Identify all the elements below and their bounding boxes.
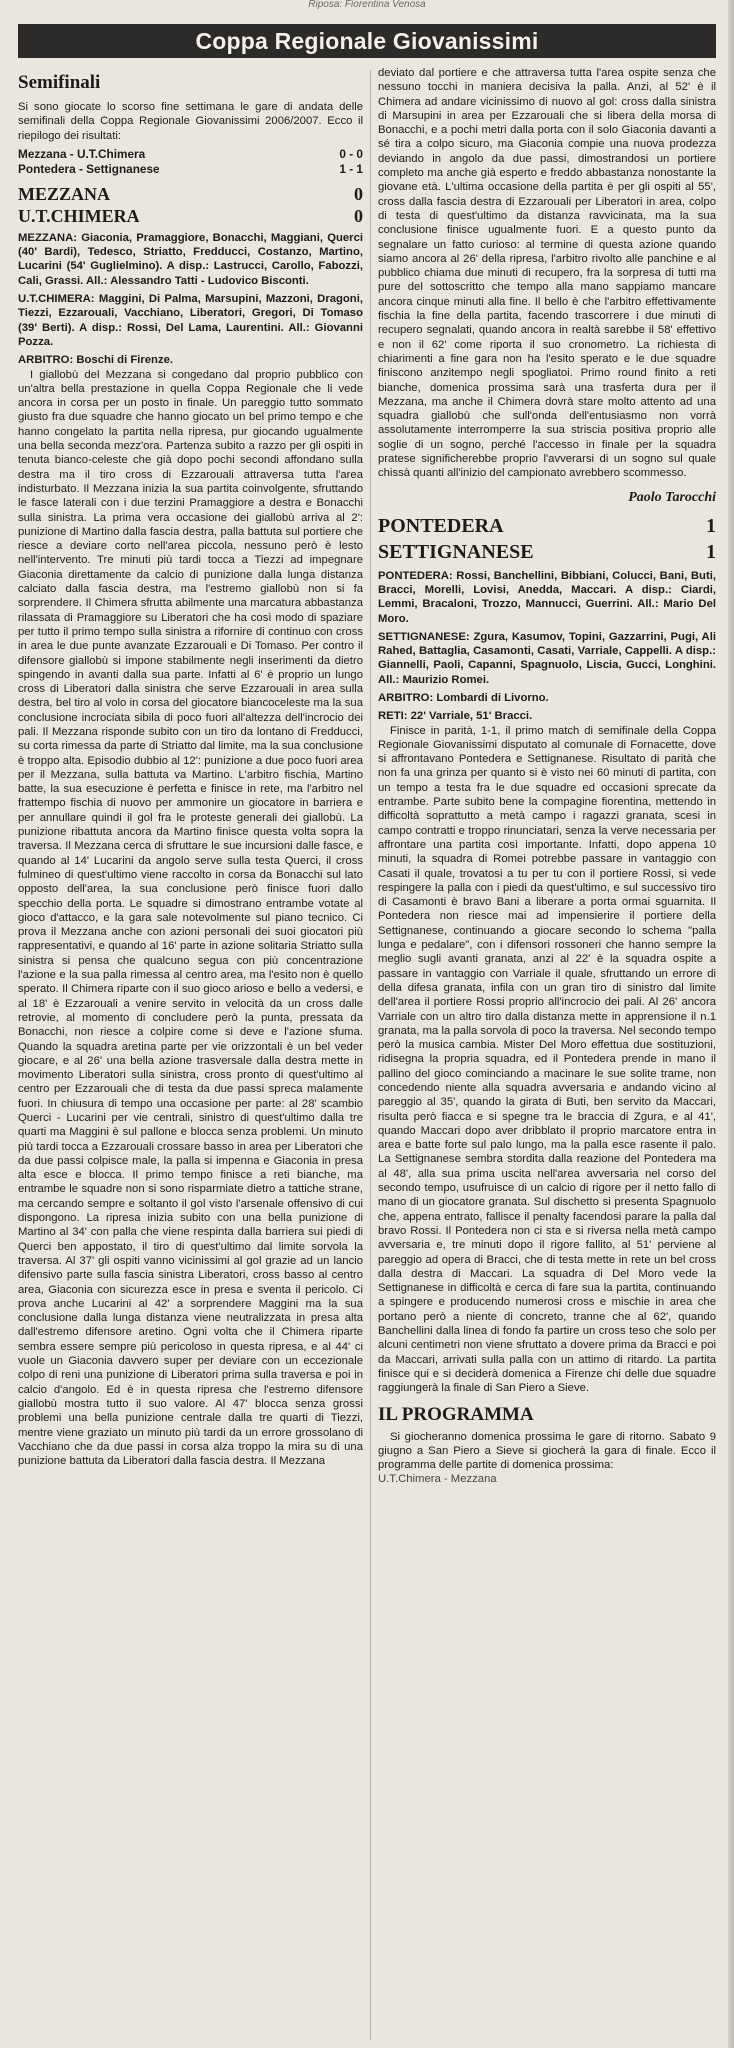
team-score: 1 (706, 540, 716, 563)
right-column (378, 66, 716, 2036)
programma-section (378, 1404, 716, 1487)
team-score: 0 (354, 205, 363, 226)
match1-lineup-away: U.T.CHIMERA: Maggini, Di Palma, Marsupini, Mazzoni, Dragoni, Tiezzi, Ezzarouali, Vacchiano, Liberatori, Gregori, Di Tomaso (39' Berti). A disp.: Rossi, Del Lama, Laurentini. All.: Giovanni Pozza. (18, 293, 363, 348)
team-name: SETTIGNANESE (378, 540, 534, 563)
team-score: 0 (354, 183, 363, 204)
semifinali-heading: Semifinali (18, 72, 101, 93)
match2-goals: RETI: 22' Varriale, 51' Bracci. (378, 710, 533, 723)
match1-report-continued: deviato dal portiere e che attraversa tutta l'area ospite senza che nessuno tocchi in maniera decisiva la palla. Anzi, al 52' è il Chimera ad andare vicinissimo di nuovo al gol: cross dalla sinistra di Marsupini in area per Ezzarouali che si libera della morsa di Bonacchi, e a pochi metri dalla porta con il solo Giaconia davanti a sé tira a colpo sicuro, ma Giaconia compie una nuova prodezza deviando in angolo da due passi, dimostrandosi un portiere completo ma anche già esperto e freddo abbastanza nonostante la giovane età. L'ultima occasione della partita è per gli ospiti al 55', cross dalla fascia destra di Ezzarouali per Liberatori in area, colpo di testa di quest'ultimo da distanza ravvicinata, ma la sua conclusione finisce ugualmente fuori. E a questo punto da segnalare un fatto curioso: al termine di questa azione quando siamo ancora al 26' della ripresa, l'arbitro rivolto alle panchine e al pubblico chiama due minuti di recupero, fra la sorpresa di tutti ma pure del sottoscritto che tempo alla mano sappiamo mancare ancora cinque minuti alla fine. Il bello è che l'arbitro effettivamente fischia la fine della partita, facendo trascorrere i due minuti di recupero segnalati, quando ancora in realtà sarebbe il 58' effettivo e non il 62' come riporta il suo cronometro. La richiesta di chiarimenti a fine gara non ha l'esito sperato e le due squadre finiscono anzitempo negli spogliatoi. Primo round finito a reti bianche, domenica prossima sarà una trasferta dura per il Mezzana, ma anche il Chimera dovrà stare molto attento ad una squadra giallobù che sull'onda dell'entusiasmo non vorrà assolutamente interromperre la sua striscia positiva proprio alle soglie di un sogno, perché l'accesso in finale per la squadra pratese significherebbe proprio l'avverarsi di un sogno sul quale chissà quanti all'inizio del campionato avrebbero scommesso. (378, 67, 716, 480)
match2-referee: ARBITRO: Lombardi di Livorno. (378, 691, 549, 704)
result-row (18, 147, 363, 162)
match2-lineup-home: PONTEDERA: Rossi, Banchellini, Bibbiani, Colucci, Bani, Buti, Bracci, Morelli, Lovisi, Anedda, Maccari. A disp.: Ciardi, Lemmi, Bracaloni, Trozzo, Mannucci, Guerrini. All.: Mario Del Moro. (378, 569, 716, 625)
section-banner: Coppa Regionale Giovanissimi (18, 24, 716, 58)
page-edge (728, 0, 734, 2048)
programma-heading: IL PROGRAMMA (378, 1403, 534, 1425)
result-score: 0 - 0 (339, 146, 363, 161)
match1-away (18, 205, 363, 227)
match1-referee: ARBITRO: Boschi di Firenze. (18, 354, 174, 367)
column-rule (370, 70, 371, 2040)
team-score: 1 (706, 514, 716, 537)
match1-home (18, 183, 363, 205)
programma-fixture: U.T.Chimera - Mezzana (378, 1473, 497, 1486)
match2-lineup-away: SETTIGNANESE: Zgura, Kasumov, Topini, Gazzarrini, Pugi, Ali Rahed, Battaglia, Casamonti, Casati, Varriale, Cappelli. A disp.: Giannelli, Paoli, Capanni, Spagnuolo, Liscia, Gucci, Longhini. All.: Maurizio Romei. (378, 630, 716, 686)
match1-lineup-home: MEZZANA: Giaconia, Pramaggiore, Bonacchi, Maggiani, Querci (40' Bardi), Tedesco, Striatto, Fredducci, Costanzo, Martino, Lucarini (54' Guglielmino). A disp.: Lastrucci, Carollo, Fabozzi, Cali, Grassi. All.: Alessandro Tatti - Ludovico Bisconti. (18, 231, 363, 287)
match1-report: I giallobù del Mezzana si congedano dal proprio pubblico con un'altra bella prestazione in quella Coppa Regionale che li vede ancora in corsa per un posto in finale. Un pareggio tutto sommato giusto fra due squadre che hanno giocato un bel primo tempo e che hanno congelato la partita nella ripresa, pur giocando ugualmente una bella seconda mezz'ora. Partenza subito a razzo per gli ospiti in tenuta bianco-celeste che già dopo pochi secondi affondano sulla destra ma il tiro cross di Ezzarouali attraversa tutta l'area indisturbato. Il Mezzana inizia la sua partita coinvolgente, sfruttando le fasce laterali con i due terzini Pramaggiore a destra e Bonacchi sulla sinistra. La prima vera occasione dei giallobù arriva al 2': punizione di Martino dalla fascia destra, palla battuta sul portiere che riesce a deviare corto nell'area piccola, nessuno però è lesto nell'intervento. Tre minuti più tardi tocca a Tiezzi ad impegnare Giaconia direttamente da calcio di punizione dalla lunga distanza calciato dalla fascia destra, ma l'estremo giallobù non si fa sorprendere. Il Chimera sfrutta abilmente una marcatura abbastanza rilassata di Pramaggiore su Liberatori che ha così modo di spaziare per tutto il primo tempo sulla sinistra a rifornire di continuo con cross in area le due punte avanzate Ezzarouali e Di Tomaso. Per contro il difensore giallobù si impone stabilmente negli inserimenti da dietro spingendo in avanti dalla sua parte. Infatti al 6' è proprio un lungo cross di Liberatori dalla sinistra che serve Ezzarouali in area sulla destra, bel tiro al volo in corsa del giocatore biancoceleste ma la sua conclusione incrociata sibila di poco fuori all'altezza dell'incrocio dei pali. Il Mezzana risponde subito con un tiro da lontano di Fredducci, su corta rimessa da parte di Striatto dal limite, ma la sua conclusione è troppo alta. Episodio dubbio al 12': punizione a due poco fuori area per il Mezzana, sulla battuta va Martino. L'arbitro fischia, Martino batte, la sua esecuzione è perfetta e finisce in rete, ma l'arbitro nel frattempo fischia di nuovo per ammonire un giocatore in barriera e per annullare quindi il gol fra le proteste generali dei giallobù. La punizione ribattuta ancora da Martino finisce questa volta sopra la traversa. Il Mezzana cerca di sfruttare le sue incursioni dalle fasce, e quando al 14' Lucarini da angolo serve sulla testa Querci, il cross fulmineo di quest'ultimo viene raccolto in corsa da Bonacchi sul lato opposto dell'area, la sua conclusione però finisce fuori dallo specchio della porta. Le squadre si dimostrano entrambe votate al gioco d'attacco, e la gara sale notevolmente sul piano tecnico. Ci prova il Mezzana anche con azioni personali dei suoi giocatori più rappresentativi, e quando al 16' parte in azione solitaria Striatto sulla sinistra si pensa che qualcuno segua con più concentrazione l'azione e la sua palla rimessa al centro area, ma l'esito non è quello sperato. Il Chimera riparte con il suo gioco arioso e bello a vedersi, e al 18' è Ezzarouali a venire servito in velocità da un cross dalle retrovie, al momento di concludere però la punta, pressata da Bonacchi, non riesce a colpire come si deve e l'azione sfuma. Quando la squadra aretina parte per vie orizzontali è un bel veder giocare, e al 26' una bella azione trasversale dalla destra mette in movimento Liberatori sulla sinistra, cross pronto di quest'ultimo al centro per Ezzarouali che di testa da due passi spreca malamente fuori. In chiusura di tempo una occasione per parte: al 28' scambio Querci - Lucarini per vie centrali, sinistro di quest'ultimo dalla tre quarti ma Maggini è sul pallone e blocca senza problemi. Un minuto più tardi tocca a Ezzarouali crossare basso in area per Liberatori che da due passi colpisce male, la palla si impenna e Giaconia in presa alta esce e blocca. Il primo tempo finisce a reti bianche, ma entrambe le squadre non si sono risparmiate dietro a tattiche strane, ma cercando sempre e soltanto il gol visto l'arsenale offensivo di cui dispongono. La ripresa inizia subito con una bella punizione di Martino al 34' con palla che viene respinta dalla barriera sui piedi di Querci ben appostato, il tiro di quest'ultimo dal limite sorvola la traversa. Al 37' gli ospiti vanno vicinissimi al gol grazie ad un lancio difensivo parte sulla fascia sinistra Liberatori, cross basso al centro area, Giaconia con sicurezza esce in presa e sventa il pericolo. Ci prova anche Lucarini al 42' a sorprendere Maggini ma la sua conclusione dalla lunga distanza viene neutralizzata in presa alta dall'estremo difensore aretino. Ogni volta che il Chimera riparte sembra essere sempre più pericoloso in questa ripresa, e al 44' ci vuole un Giaconia davvero super per deviare con un eccezionale colpo di reni una punizione di Liberatori prima sulla traversa e poi in calcio d'angolo. Ed è in questa ripresa che l'estremo difensore giallobù mostra tutto il suo valore. Al 47' blocca senza grossi problemi una bella punizione centrale dalla tre quarti di Tiezzi, mentre viene graziato un minuto più tardi da un errore grossolano di Vacchiano che da due passi in corsa alza troppo la mira su di una punizione battuta da Liberatori dalla fascia destra. Il Mezzana (18, 368, 363, 1468)
match2-report: Finisce in parità, 1-1, il primo match di semifinale della Coppa Regionale Giovanissimi disputato al comunale di Fornacette, dove si affrontavano Pontedera e Settignanese. Risultato di parità che non fa una grinza per quanto si è visto nei 60 minuti di partita, con un tempo a testa fra le due squadre ed occasioni sprecate da entrambe. Parte subito bene la compagine fiorentina, mettendo in difficoltà soprattutto a metà campo i ragazzi granata, scesi in campo contratti e troppo rinunciatari, senza la verve necessaria per affrontare una partita così importante. Infatti, dopo appena 10 minuti, la squadra di Romei potrebbe passare in vantaggio con Casati il quale, trovatosi a tu per tu con il portiere Rossi, si vede respingere la palla con i piedi da quest'ultimo, e sul successivo tiro di Casamonti è bravo Bani a liberare a porta ormai sguarnita. Il Pontedera non riesce mai ad impensierire il portiere della Settignanese, continuando a giocare secondo lo schema "palla lunga e pedalare", con i difensori rossoneri che hanno sempre la meglio sugli avanti granata, anzi al 22' è la squadra ospite a passare in vantaggio con Varriale il quale, sfruttando un errore di della difesa granata, infila con un gran tiro di sinistro dal limite dell'area il portiere Rossi proprio all'incrocio dei pali. Al 26' ancora Varriale con un altro tiro dalla distanza mette in apprensione il n.1 granata, ma la palla sorvola di poco la traversa. Nel secondo tempo però la musica cambia. Mister Del Moro effettua due sostituzioni, ridisegna la propria squadra, ed il Pontedera prende in mano il pallino del gioco cominciando a macinare le sue solite trame, non concedendo niente alla squadra avversaria e andando vicino al pareggio al 35', quando la girata di Buti, ben servito da Maccari, risulta però fiacca e si spegne tra le braccia di Zgura, e al 41', quando Maccari dopo aver dribblato il proprio marcatore entra in area e batte forte sul palo lungo, ma la palla esce rasente il palo. La Settignanese sembra stordita dalla reazione del Pontedera ma al 48', alla sua prima uscita nell'area avversaria nel corso del secondo tempo, usufruisce di un calcio di rigore per il netto fallo di mano di un giocatore granata. Sul dischetto si presenta Spagnuolo che, appena entrato, fallisce il penalty facendosi parare la palla dal bravo Rossi. Il Pontedera non ci sta e si riversa nella metà campo avversaria e, tre minuti dopo il rigore fallito, al 51' perviene al pareggio ad opera di Bracci, che di testa mette in rete un bel cross dalla destra di Maccari. La squadra di Del Moro vede la Settignanese in difficoltà e cerca di fare sua la partita, continuando a spingere e producendo numerosi cross e mischie in area che portano però a niente di concreto, tranne che al 62', quando Banchellini dalla linea di fondo fa partire un cross teso che solo per alcuni centimetri non viene sfruttato a dovere prima da Bracci e poi da Maccari, arrivati sulla palla con un attimo di ritardo. La partita finisce qui e si deciderà domenica a Firenze chi delle due squadre raggiungerà la finale di San Piero a Sieve. (378, 724, 716, 1395)
top-strip: Riposa: Fiorentina Venosa (308, 0, 426, 10)
result-row (18, 162, 363, 177)
result-match: Mezzana - U.T.Chimera (18, 146, 146, 161)
author-signature: Paolo Tarocchi (628, 489, 716, 505)
programma-text: Si giocheranno domenica prossima le gare di ritorno. Sabato 9 giugno a San Piero a Sieve si giocherà la gara di finale. Ecco il programma delle partite di domenica prossima: (378, 1430, 716, 1472)
team-name: MEZZANA (18, 183, 111, 204)
semifinali-intro: Si sono giocate lo scorso fine settimana le gare di andata delle semifinali della Coppa Regionale Giovanissimi 2006/2007. Ecco il riepilogo dei risultati: (18, 101, 363, 142)
team-name: U.T.CHIMERA (18, 205, 140, 226)
match2-away (378, 539, 716, 565)
result-match: Pontedera - Settignanese (18, 161, 160, 176)
team-name: PONTEDERA (378, 514, 504, 537)
left-column (18, 72, 363, 2042)
result-score: 1 - 1 (339, 161, 363, 176)
match2-home (378, 513, 716, 539)
